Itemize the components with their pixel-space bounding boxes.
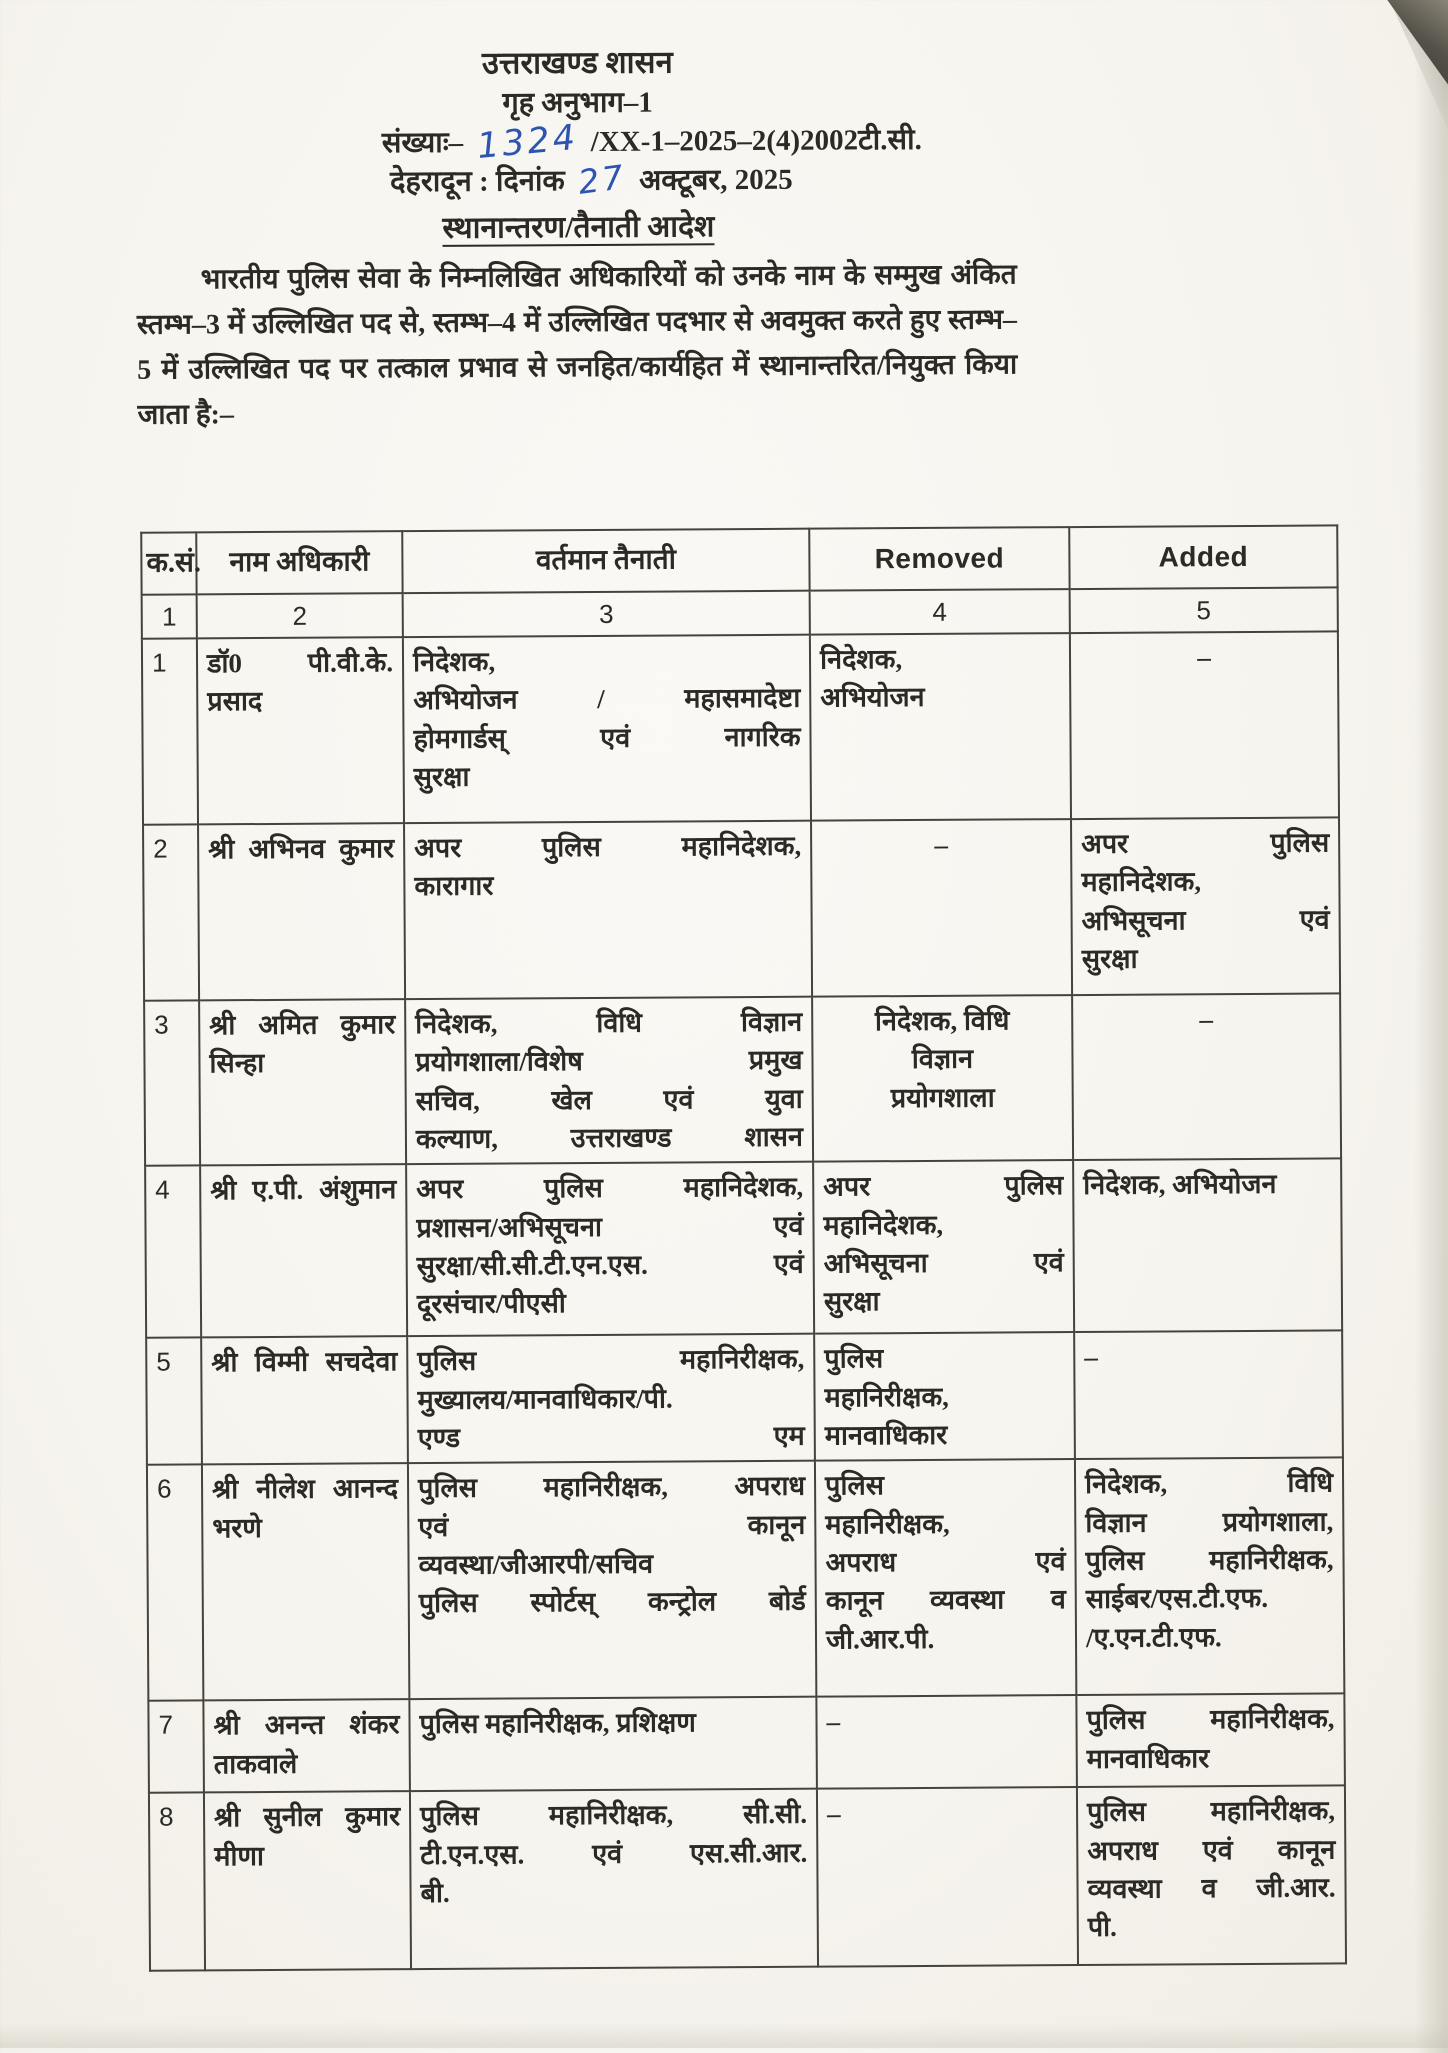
header-added: Added	[1069, 525, 1337, 589]
added-cell: –	[1072, 993, 1341, 1160]
current-posting-cell: निदेशक, अभियोजन / महासमादेष्टा होमगार्डस् एवं नागरिक सुरक्षा	[403, 635, 811, 823]
handwritten-order-number: 1324	[474, 117, 580, 168]
header-serial: क.सं.	[141, 532, 196, 594]
serial-cell: 2	[143, 824, 199, 1000]
serial-cell: 4	[145, 1166, 201, 1338]
removed-cell: –	[816, 1695, 1077, 1789]
table-row	[146, 1331, 1343, 1465]
officer-name-cell: श्री अभिनव कुमार	[198, 823, 405, 1000]
added-cell: –	[1070, 631, 1339, 819]
header-current-posting: वर्तमान तैनाती	[402, 529, 809, 593]
current-posting-cell: अपर पुलिस महानिदेशक, प्रशासन/अभिसूचना एवं सुरक्षा/सी.सी.टी.एन.एस. एवं दूरसंचार/पीएसी	[406, 1162, 814, 1336]
handwritten-date: 27	[575, 157, 629, 202]
table-row	[142, 631, 1339, 824]
table-row	[149, 1786, 1346, 1971]
officer-name-cell: श्री विम्मी सचदेवा	[201, 1336, 408, 1464]
current-posting-cell: निदेशक, विधि विज्ञान प्रयोगशाला/विशेष प्रमुख सचिव, खेल एवं युवा कल्याण, उत्तराखण्ड शासन	[405, 997, 813, 1165]
serial-cell: 8	[149, 1793, 205, 1971]
column-number-row	[142, 587, 1338, 638]
officer-name-cell: श्री अनन्त शंकर ताकवाले	[203, 1699, 410, 1792]
added-cell: –	[1074, 1331, 1343, 1460]
removed-cell: निदेशक, विधि विज्ञान प्रयोगशाला	[812, 995, 1073, 1162]
current-posting-cell: पुलिस महानिरीक्षक, सी.सी. टी.एन.एस. एवं एस.सी.आर. बी.	[410, 1789, 818, 1969]
removed-cell: पुलिस महानिरीक्षक, मानवाधिकार	[814, 1332, 1075, 1461]
serial-cell: 3	[144, 1000, 200, 1166]
officer-name-cell: श्री ए.पी. अंशुमान	[200, 1164, 407, 1337]
document-header	[135, 40, 1020, 251]
added-cell: अपर पुलिस महानिदेशक, अभिसूचना एवं सुरक्षा	[1071, 817, 1340, 995]
home-section-line: गृह अनुभाग–1	[502, 86, 653, 120]
removed-cell: –	[817, 1787, 1078, 1967]
serial-cell: 6	[147, 1465, 203, 1701]
current-posting-cell: पुलिस महानिरीक्षक, प्रशिक्षण	[409, 1697, 817, 1791]
header-removed: Removed	[809, 527, 1069, 591]
current-posting-cell: पुलिस महानिरीक्षक, अपराध एवं कानून व्यवस्था/जीआरपी/सचिव पुलिस स्पोर्टस् कन्ट्रोल बोर्ड	[408, 1461, 816, 1699]
added-cell: पुलिस महानिरीक्षक, अपराध एवं कानून व्यवस्था व जी.आर. पी.	[1077, 1786, 1346, 1966]
place-date-prefix: देहरादून : दिनांक	[390, 165, 565, 199]
officer-name-cell: श्री अमित कुमार सिन्हा	[199, 999, 406, 1166]
added-cell: पुलिस महानिरीक्षक, मानवाधिकार	[1076, 1694, 1345, 1788]
added-cell: निदेशक, विधि विज्ञान प्रयोगशाला, पुलिस महानिरीक्षक, साईबर/एस.टी.एफ. /ए.एन.टी.एफ.	[1075, 1458, 1344, 1696]
column-number-1: 1	[142, 594, 197, 638]
place-date-line	[390, 157, 793, 202]
column-number-4: 4	[810, 589, 1070, 635]
order-number-suffix: /XX-1–2025–2(4)2002टी.सी.	[590, 123, 922, 158]
officer-name-cell: श्री नीलेश आनन्द भरणे	[202, 1463, 409, 1700]
order-heading: स्थानान्तरण/तैनाती आदेश	[442, 210, 715, 245]
date-suffix: अक्टूबर, 2025	[639, 163, 793, 197]
transfer-table	[140, 524, 1347, 1972]
intro-paragraph: भारतीय पुलिस सेवा के निम्नलिखित अधिकारियों को उनके नाम के सम्मुख अंकित स्तम्भ–3 में उल्लिखित पद से, स्तम्भ–4 में उल्लिखित पदभार से अवमुक्त करते हुए स्तम्भ–5 में उल्लिखित पद पर तत्काल प्रभाव से जनहित/कार्यहित में स्थानान्तरित/नियुक्त किया जाता है:–	[136, 259, 1018, 431]
table-row	[144, 993, 1341, 1166]
serial-cell: 5	[146, 1338, 202, 1465]
current-posting-cell: पुलिस महानिरीक्षक, मुख्यालय/मानवाधिकार/पी. एण्ड एम	[407, 1334, 815, 1463]
table-row	[148, 1694, 1345, 1793]
removed-cell: पुलिस महानिरीक्षक, अपराध एवं कानून व्यवस्था व जी.आर.पी.	[815, 1459, 1076, 1697]
table-header-row	[141, 525, 1337, 594]
column-number-2: 2	[197, 593, 403, 638]
government-title: उत्तराखण्ड शासन	[481, 44, 673, 81]
removed-cell: निदेशक, अभियोजन	[810, 633, 1071, 821]
order-number-prefix: संख्याः–	[381, 126, 464, 160]
header-officer-name: नाम अधिकारी	[196, 531, 402, 594]
column-number-3: 3	[403, 591, 810, 637]
current-posting-cell: अपर पुलिस महानिदेशक, कारागार	[404, 821, 812, 999]
order-number-line	[381, 117, 922, 168]
serial-cell: 7	[148, 1701, 204, 1793]
table-row	[147, 1458, 1344, 1701]
column-number-5: 5	[1070, 587, 1338, 633]
serial-cell: 1	[142, 638, 198, 824]
table-row	[145, 1159, 1342, 1338]
added-cell: निदेशक, अभियोजन	[1073, 1159, 1342, 1333]
removed-cell: अपर पुलिस महानिदेशक, अभिसूचना एवं सुरक्षा	[813, 1160, 1074, 1334]
officer-name-cell: श्री सुनील कुमार मीणा	[204, 1791, 411, 1970]
removed-cell: –	[811, 819, 1072, 997]
officer-name-cell: डॉ0 पी.वी.के. प्रसाद	[197, 637, 404, 824]
table-row	[143, 817, 1340, 1000]
